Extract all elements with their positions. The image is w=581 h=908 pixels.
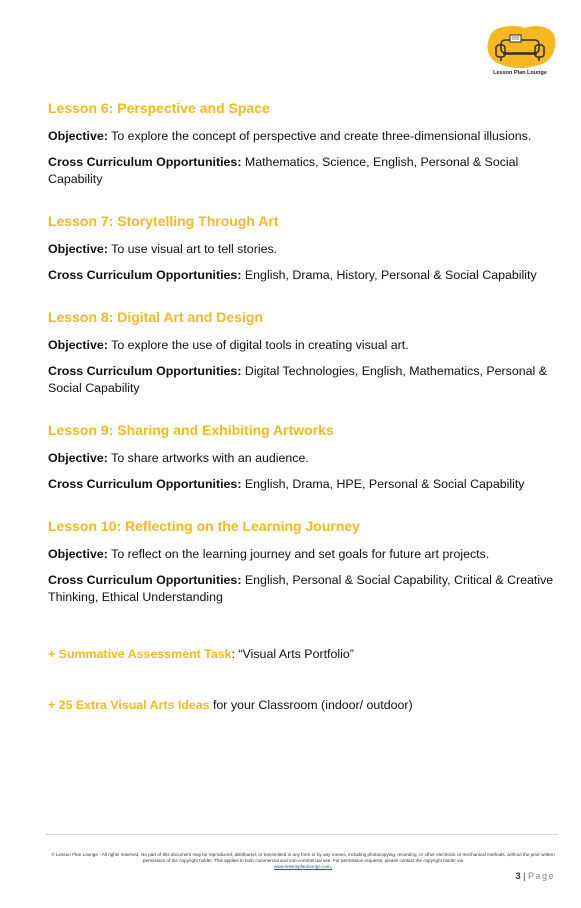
- brand-logo: [485, 24, 557, 80]
- cross-curriculum-label: Cross Curriculum Opportunities:: [48, 477, 242, 491]
- lesson-title: Lesson 8: Digital Art and Design: [48, 309, 263, 325]
- copyright-text: © Lesson Plan Lounge - All rights reserved. No part of this document may be reproduced, distributed, or transmitted in any form or by any means, including photocopying, recording, or other electronic or mechanical methods, without the prior written permission of the copyright holder. This applies to both commercial and non-commercial use. For permission requests, please contact the copyright holder via: [51, 852, 555, 863]
- page-number-value: 3: [515, 871, 521, 881]
- objective-line: [48, 128, 558, 145]
- lesson-section: [48, 518, 558, 606]
- cross-curriculum-text: English, Drama, History, Personal & Social Capability: [241, 268, 537, 282]
- page-separator: |: [520, 871, 528, 881]
- objective-line: [48, 241, 558, 258]
- lounge-chair-icon: [485, 24, 557, 70]
- extra-ideas-link[interactable]: + 25 Extra Visual Arts Ideas: [48, 698, 210, 712]
- page-word: Page: [527, 871, 555, 881]
- cross-curriculum-line: [48, 363, 558, 397]
- summative-assessment-text: : “Visual Arts Portfolio”: [231, 647, 354, 661]
- footer-divider: [46, 834, 558, 835]
- objective-text: To use visual art to tell stories.: [107, 242, 278, 256]
- page-number: [516, 871, 555, 881]
- website-link[interactable]: www.lessonplanlounge.com.: [274, 864, 332, 869]
- footer-copyright: [48, 852, 558, 870]
- objective-label: Objective:: [48, 451, 108, 465]
- objective-line: [48, 546, 558, 563]
- lesson-section: [48, 213, 558, 284]
- lesson-title: Lesson 7: Storytelling Through Art: [48, 213, 279, 229]
- lesson-section: [48, 422, 558, 493]
- summative-assessment-link[interactable]: + Summative Assessment Task: [48, 647, 232, 661]
- objective-text: To explore the use of digital tools in creating visual art.: [107, 338, 409, 352]
- objective-label: Objective:: [48, 338, 108, 352]
- cross-curriculum-text: English, Personal & Social Capability, Critical & Creative Thinking, Ethical Understanding: [48, 573, 554, 604]
- lesson-section: [48, 309, 558, 397]
- cross-curriculum-label: Cross Curriculum Opportunities:: [48, 573, 242, 587]
- objective-line: [48, 450, 558, 467]
- objective-label: Objective:: [48, 129, 108, 143]
- cross-curriculum-label: Cross Curriculum Opportunities:: [48, 268, 242, 282]
- objective-text: To explore the concept of perspective and create three-dimensional illusions.: [107, 129, 532, 143]
- logo-text: Lesson Plan Lounge: [493, 70, 547, 76]
- objective-label: Objective:: [48, 242, 108, 256]
- cross-curriculum-line: [48, 154, 558, 188]
- cross-curriculum-text: English, Drama, HPE, Personal & Social Capability: [241, 477, 525, 491]
- cross-curriculum-line: [48, 267, 558, 284]
- lesson-title: Lesson 10: Reflecting on the Learning Journey: [48, 518, 360, 534]
- objective-line: [48, 337, 558, 354]
- objective-text: To reflect on the learning journey and set goals for future art projects.: [107, 547, 490, 561]
- extra-ideas-text: for your Classroom (indoor/ outdoor): [209, 698, 413, 712]
- lesson-section: [48, 100, 558, 188]
- cross-curriculum-line: [48, 572, 558, 606]
- cross-curriculum-label: Cross Curriculum Opportunities:: [48, 155, 242, 169]
- cross-curriculum-label: Cross Curriculum Opportunities:: [48, 364, 242, 378]
- lesson-title: Lesson 9: Sharing and Exhibiting Artworks: [48, 422, 334, 438]
- objective-label: Objective:: [48, 547, 108, 561]
- cross-curriculum-line: [48, 476, 558, 493]
- cross-curriculum-text: Digital Technologies, English, Mathematics, Personal & Social Capability: [48, 364, 548, 395]
- lesson-title: Lesson 6: Perspective and Space: [48, 100, 270, 116]
- document-body: [48, 100, 558, 714]
- objective-text: To share artworks with an audience.: [107, 451, 309, 465]
- extra-ideas-line: [48, 697, 558, 714]
- cross-curriculum-text: Mathematics, Science, English, Personal & Social Capability: [48, 155, 519, 186]
- summative-assessment-line: [48, 646, 558, 663]
